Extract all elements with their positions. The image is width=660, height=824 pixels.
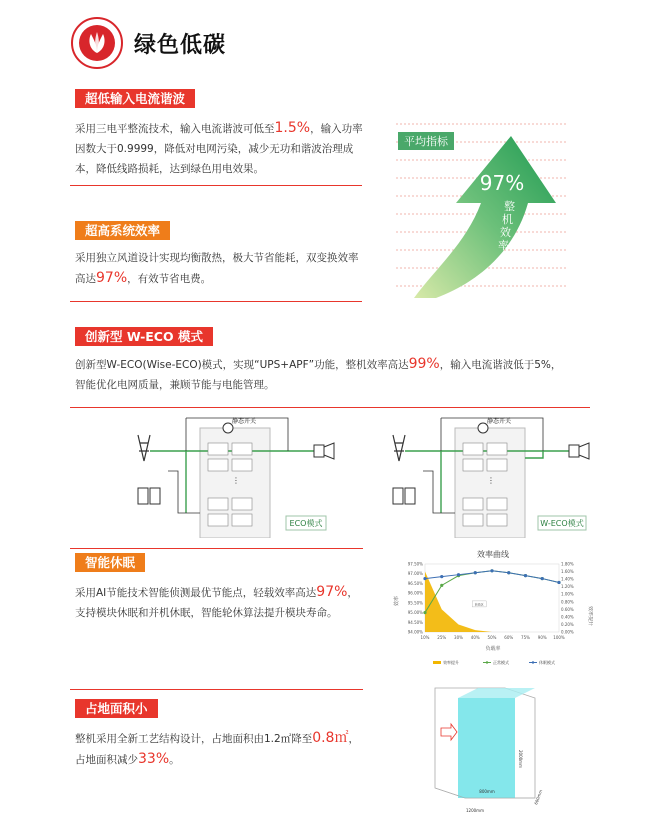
chart-y2tick: 0.80% (561, 599, 574, 605)
chart-y2tick: 0.00% (561, 629, 574, 635)
leaf-logo-fill (79, 25, 115, 61)
footprint-reduction: 33% (138, 751, 170, 767)
chart-series-line (425, 571, 559, 583)
chart-ylabel: 效率 (394, 595, 400, 606)
footprint-value: 0.8㎡ (312, 730, 349, 746)
chart-point (507, 571, 510, 574)
chart-xtick: 75% (521, 635, 530, 640)
cabinet-footprint-graphic (425, 680, 545, 820)
leaf-logo (71, 17, 123, 69)
chart-ytick: 96.00% (407, 590, 423, 596)
page-title: 绿色低碳 (134, 33, 227, 58)
section-text-small-footprint: 整机采用全新工艺结构设计，占地面积由1.2㎡降至0.8㎡， 占地面积减少33%。 (75, 730, 359, 767)
section-text-low-harmonic: 采用三电平整流技术，输入电流谐波可低至1.5%，输入功率 因数大于0.9999，降低对电网污染，减少无功和谐波治理成 本，降低线路损耗，达到绿色用电效果。 (75, 120, 363, 175)
eco-mode-diagram (128, 413, 343, 538)
chart-legend-label: 效率提升 (443, 660, 459, 665)
divider (70, 301, 362, 302)
chart-y2tick: 1.00% (561, 591, 574, 597)
leaf-icon (79, 25, 115, 61)
chart-y2tick: 1.60% (561, 569, 574, 575)
bypass-label: 静态开关 (487, 418, 512, 425)
chart-y2tick: 0.40% (561, 614, 574, 620)
chart-point (457, 573, 460, 576)
chart-y2tick: 0.60% (561, 606, 574, 612)
chart-point (541, 577, 544, 580)
section-tag-high-efficiency: 超高系统效率 (75, 221, 170, 240)
weco-value: 99% (408, 356, 440, 372)
weco-mode-diagram (383, 413, 598, 538)
chart-y2tick: 1.80% (561, 561, 574, 567)
cabinet-height: 2000mm (518, 750, 523, 768)
chart-legend-label: 休眠模式 (539, 660, 555, 665)
section-tag-w-eco: 创新型 W-ECO 模式 (75, 327, 213, 346)
chart-ytick: 94.50% (407, 619, 423, 625)
chart-annotation: 转换区 (474, 602, 484, 607)
section-text-w-eco: 创新型W-ECO(Wise-ECO)模式，实现“UPS+APF”功能，整机效率高达99%，输入电流谐波低于5%， 智能优化电网质量，兼顾节能与电能管理。 (75, 356, 562, 391)
chart-y2tick: 0.20% (561, 621, 574, 627)
chart-ytick: 96.50% (407, 580, 423, 586)
chart-title: 效率曲线 (477, 550, 509, 559)
section-text-smart-sleep: 采用AI节能技术智能侦测最优节能点，轻载效率高达97%， 支持模块休眠和并机休眠，智能轮休算法提升模块寿命。 (75, 584, 358, 619)
efficiency-value: 97% (96, 270, 128, 286)
arrow-value-text: 97% (479, 171, 525, 195)
weco-mode-label: W-ECO模式 (540, 519, 584, 528)
arrow-badge-text: 平均指标 (404, 135, 448, 148)
chart-ytick: 97.00% (407, 571, 423, 577)
sleep-value: 97% (316, 584, 348, 600)
chart-xtick: 100% (553, 635, 565, 640)
chart-legend-label: 正常模式 (493, 660, 509, 665)
bypass-label: 静态开关 (232, 418, 257, 425)
cabinet-inner-width: 800mm (479, 789, 495, 794)
chart-xtick: 50% (487, 635, 497, 640)
chart-series-line (425, 571, 559, 613)
section-text-high-efficiency: 采用独立风道设计实现均衡散热，极大节省能耗，双变换效率 高达97%，有效节省电费。 (75, 252, 359, 286)
divider (70, 689, 363, 690)
chart-point (440, 584, 443, 587)
chart-point (490, 569, 493, 572)
chart-xlabel: 负载率 (485, 646, 501, 652)
efficiency-arrow-graphic (396, 118, 576, 300)
chart-xtick: 40% (470, 635, 480, 640)
chart-ytick: 94.00% (407, 629, 423, 635)
cabinet-outer-width: 1200mm (466, 808, 484, 813)
chart-xtick: 25% (437, 635, 447, 640)
section-tag-low-harmonic: 超低输入电流谐波 (75, 89, 195, 108)
chart-y2label: 效率提升 (587, 606, 593, 627)
divider (70, 185, 362, 186)
chart-xtick: 90% (537, 635, 547, 640)
chart-y2tick: 1.40% (561, 576, 574, 582)
eco-mode-label: ECO模式 (289, 519, 323, 528)
chart-ytick: 95.00% (407, 610, 423, 616)
chart-point (440, 575, 443, 578)
chart-xtick: 60% (504, 635, 514, 640)
svg-text:⋮: ⋮ (232, 476, 240, 485)
chart-xtick: 10% (420, 635, 430, 640)
chart-xtick: 30% (454, 635, 463, 640)
divider (70, 407, 590, 408)
chart-series-area (425, 572, 559, 632)
chart-ytick: 97.50% (407, 561, 423, 567)
svg-text:⋮: ⋮ (487, 476, 495, 485)
chart-point (524, 574, 527, 577)
chart-ytick: 95.50% (407, 600, 423, 606)
section-tag-smart-sleep: 智能休眠 (75, 553, 145, 572)
chart-point (474, 571, 477, 574)
section-tag-small-footprint: 占地面积小 (75, 699, 158, 718)
chart-legend-swatch (433, 661, 441, 664)
efficiency-chart (393, 546, 593, 672)
harmonic-value: 1.5% (274, 120, 311, 136)
divider (70, 548, 363, 549)
arrow-caption-text: 整机效率 (498, 200, 515, 252)
chart-y2tick: 1.20% (561, 584, 574, 590)
chart-point (423, 577, 426, 580)
cabinet-depth: 600mm (533, 789, 544, 806)
chart-point (423, 611, 426, 614)
